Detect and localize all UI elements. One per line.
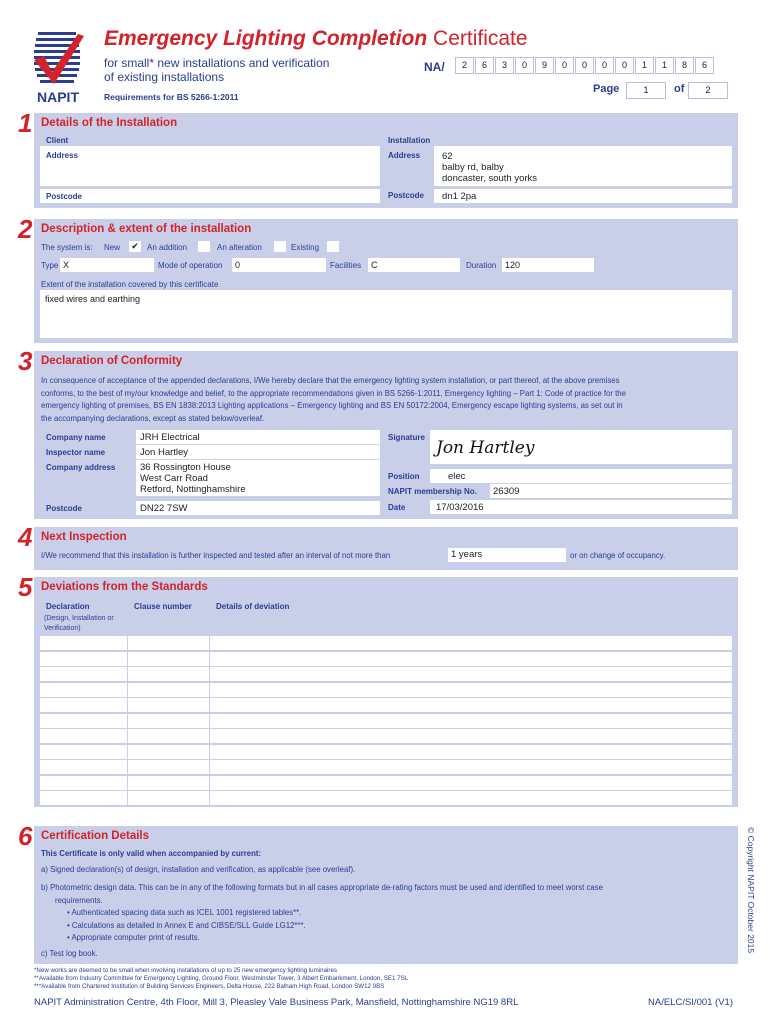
client-address-field[interactable] [40, 146, 380, 186]
cert-digit: 1 [635, 57, 654, 74]
bullet-list: • Authenticated spacing data such as ICEL 1001 registered tables**. • Calculations as detailed in Annex E and CIBSE/SLL Guide LG12***. • Appropriate computer print of results. [67, 908, 306, 942]
cert-digit: 6 [695, 57, 714, 74]
copyright: © Copyright NAPIT October 2015 [746, 827, 756, 954]
cert-digit: 1 [655, 57, 674, 74]
certification-intro: This Certificate is only valid when accompanied by current: [41, 849, 262, 858]
deviation-cell-divider [40, 714, 210, 728]
declaration-text: In consequence of acceptance of the appended declarations, I/We hereby declare that the emergency lighting system installation, or part thereof, at the above premises conforms, to the best of my/our knowledge and belief, to the appropriate recommendations given in BS 5266-1:2011, Emergency lighting – Part 1: Code of practice for the emergency lighting of premises, BS EN 1838:2013 Lighting applications – Emergency lighting and BS EN 50172:2004, Emergency escape lighting systems, as set out in the accompanying declarations, except as stated below/overleaf. [41, 376, 626, 423]
facilities-field[interactable]: C [368, 258, 460, 272]
requirements: Requirements for BS 5266-1:2011 [104, 92, 239, 102]
section-title: Description & extent of the installation [41, 223, 252, 235]
deviation-row[interactable] [40, 714, 732, 728]
declaration-col-sub: (Design, Installation or Verification) [44, 615, 114, 632]
deviation-row[interactable] [40, 683, 732, 697]
alteration-label: An alteration [217, 243, 262, 252]
deviation-row[interactable] [40, 698, 732, 712]
membership-value: 26309 [493, 486, 520, 497]
section-number: 2 [18, 214, 33, 244]
client-postcode-field[interactable] [40, 189, 380, 203]
section-declaration [34, 351, 738, 519]
next-inspection-text: I/We recommend that this installation is further inspected and tested after an interval of not more than [41, 551, 391, 560]
section-installation-details [34, 113, 738, 208]
page-label: Page [593, 83, 620, 95]
cert-digit: 9 [535, 57, 554, 74]
section-number: 3 [18, 346, 33, 376]
certificate-number [455, 57, 714, 74]
installation-address-label: Address [388, 151, 421, 160]
cert-digit: 8 [675, 57, 694, 74]
deviation-cell-divider [40, 698, 210, 712]
cert-digit: 3 [495, 57, 514, 74]
signature-value: Jon Hartley [436, 438, 535, 458]
section-number: 6 [18, 821, 33, 851]
date-value: 17/03/2016 [436, 502, 484, 513]
installation-postcode-label: Postcode [388, 191, 425, 200]
inspector-name-value: Jon Hartley [140, 447, 189, 458]
section-title: Declaration of Conformity [41, 355, 183, 367]
item-a: a) Signed declaration(s) of design, installation and verification, as applicable (see overleaf). [41, 865, 356, 874]
deviation-cell-divider [40, 667, 210, 681]
company-name-label: Company name [46, 433, 106, 442]
postcode-label: Postcode [46, 504, 83, 513]
system-is-label: The system is: [41, 243, 93, 252]
extent-field[interactable]: fixed wires and earthing [40, 290, 732, 338]
installation-postcode-field[interactable] [434, 189, 732, 203]
installation-postcode-value: dn1 2pa [442, 191, 477, 202]
section-number: 5 [18, 572, 33, 602]
date-label: Date [388, 503, 406, 512]
copyright-wrap [744, 827, 758, 963]
subtitle: for small* new installations and verification of existing installations [104, 56, 330, 84]
cert-digit: 0 [615, 57, 634, 74]
deviation-cell-divider [40, 791, 210, 805]
section-title: Next Inspection [41, 531, 127, 543]
client-postcode-label: Postcode [46, 192, 83, 201]
company-address-value: 36 Rossington House West Carr Road Retford, Nottinghamshire [140, 462, 246, 495]
type-label: Type [41, 261, 59, 270]
addition-label: An addition [147, 243, 188, 252]
company-name-value: JRH Electrical [140, 432, 200, 443]
addition-checkbox[interactable] [198, 241, 210, 252]
deviation-row[interactable] [40, 776, 732, 790]
na-label: NA/ [424, 60, 445, 74]
cert-digit: 0 [595, 57, 614, 74]
deviation-cell-divider [40, 760, 210, 774]
form-reference: NA/ELC/SI/001 (V1) [648, 997, 734, 1008]
inspector-name-label: Inspector name [46, 448, 106, 457]
deviation-row[interactable] [40, 791, 732, 805]
item-c: c) Test log book. [41, 949, 98, 958]
deviation-cell-divider [40, 729, 210, 743]
section-number: 1 [18, 108, 33, 138]
footnotes: *New works are deemed to be small when involving installations of up to 25 new emergency lighting luminaires **Available from Industry Committee for Emergency Lighting, Ground Floor, Westminster Tower, 3 Albert Embankment, London, SE1 7SL ***Available from Chartered Institution of Building Services Engineers, Delta House, 222 Balham High Road, London SW12 9BS [34, 967, 409, 990]
cert-digit: 0 [555, 57, 574, 74]
deviation-cell-divider [40, 776, 210, 790]
deviation-row[interactable] [40, 745, 732, 759]
deviation-row[interactable] [40, 636, 732, 650]
section-title: Certification Details [41, 830, 149, 842]
section-title: Details of the Installation [41, 117, 178, 129]
position-label: Position [388, 472, 420, 481]
section-title: Deviations from the Standards [41, 581, 208, 593]
deviation-row[interactable] [40, 652, 732, 666]
new-label: New [104, 243, 121, 252]
client-address-label: Address [46, 151, 79, 160]
item-b: b) Photometric design data. This can be in any of the following formats but in all cases appropriate de-rating factors must be used and identified to meet worst case requirements. [41, 883, 603, 905]
cert-digit: 0 [575, 57, 594, 74]
declaration-col-header: Declaration [46, 602, 90, 611]
details-col-header: Details of deviation [216, 602, 290, 611]
existing-checkbox[interactable] [327, 241, 339, 252]
deviation-row[interactable] [40, 760, 732, 774]
membership-field[interactable] [490, 484, 732, 498]
client-label: Client [46, 136, 69, 145]
next-inspection-suffix: or on change of occupancy. [570, 551, 666, 560]
cert-digit: 6 [475, 57, 494, 74]
signature-label: Signature [388, 433, 425, 442]
logo-text: NAPIT [37, 89, 79, 105]
clause-col-header: Clause number [134, 602, 192, 611]
postcode-value: DN22 7SW [140, 503, 188, 514]
position-field[interactable] [430, 469, 732, 483]
facilities-label: Facilities [330, 261, 362, 270]
new-checkbox[interactable]: ✔ [129, 241, 141, 252]
duration-label: Duration [466, 261, 497, 270]
deviation-cell-divider [40, 683, 210, 697]
deviation-cell-divider [40, 652, 210, 666]
napit-logo [28, 28, 88, 106]
position-value: elec [448, 471, 466, 482]
napit-address: NAPIT Administration Centre, 4th Floor, Mill 3, Pleasley Vale Business Park, Mansfield, Nottinghamshire NG19 8RL [34, 997, 519, 1008]
section-certification [34, 826, 738, 964]
type-field[interactable]: X [60, 258, 154, 272]
cert-digit: 2 [455, 57, 474, 74]
mode-label: Mode of operation [158, 261, 223, 270]
page-total-field[interactable]: 2 [688, 82, 728, 99]
duration-field[interactable]: 120 [502, 258, 594, 272]
page-title: Emergency Lighting Completion Certificate [104, 27, 528, 50]
existing-label: Existing [291, 243, 320, 252]
section-description [34, 219, 738, 343]
section-deviations [34, 577, 738, 807]
installation-label: Installation [388, 136, 431, 145]
membership-label: NAPIT membership No. [388, 487, 477, 496]
page-number-field[interactable]: 1 [626, 82, 666, 99]
installation-address-value: 62 balby rd, balby doncaster, south yorks [442, 151, 538, 184]
company-address-label: Company address [46, 463, 116, 472]
of-label: of [674, 83, 685, 95]
deviation-cell-divider [40, 745, 210, 759]
deviation-row[interactable] [40, 729, 732, 743]
mode-field[interactable]: 0 [232, 258, 326, 272]
extent-label: Extent of the installation covered by this certificate [41, 280, 219, 289]
alteration-checkbox[interactable] [274, 241, 286, 252]
section-number: 4 [18, 522, 33, 552]
deviation-cell-divider [40, 636, 210, 650]
inspection-interval-field[interactable]: 1 years [448, 548, 566, 562]
section-next-inspection [34, 527, 738, 570]
cert-digit: 0 [515, 57, 534, 74]
deviation-row[interactable] [40, 667, 732, 681]
